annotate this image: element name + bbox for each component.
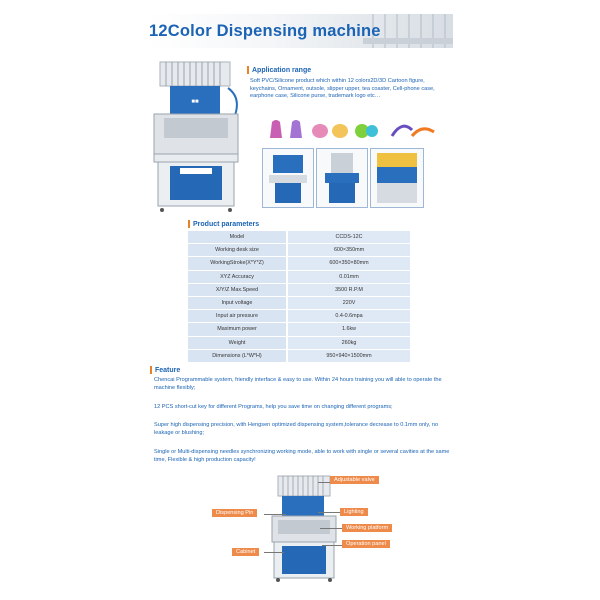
param-key: Working desk size bbox=[188, 244, 287, 257]
param-key: X/Y/Z Max.Speed bbox=[188, 283, 287, 296]
table-row bbox=[188, 323, 410, 336]
application-range-text: Soft PVC/Silicone product which within 12 colors2D/3D Cartoon figure, keychains, Ornament, outsole, slipper upper, tea coaster, Cell-phone case, earphone case, Silicone purse, trademark logo etc… bbox=[250, 78, 435, 100]
param-value: 0.01mm bbox=[287, 270, 410, 283]
param-key: Input voltage bbox=[188, 296, 287, 309]
machine-thumbnail-2 bbox=[316, 148, 368, 208]
dispensing-pin-label: Dispensing Pin bbox=[212, 509, 257, 517]
leader-line bbox=[318, 512, 340, 513]
table-row bbox=[188, 310, 410, 323]
param-key: XYZ Accuracy bbox=[188, 270, 287, 283]
feature-item: Super high dispensing precision, with Hengsen optimized dispensing system,tolerance decrease to 0.1mm only, no leakage or blushing; bbox=[154, 422, 439, 436]
cabinet-label: Cabinet bbox=[232, 548, 259, 556]
machine-thumbnail-3 bbox=[370, 148, 424, 208]
feature-item: Chencai Programmable system, friendly interface & easy to use. Within 24 hours training you will able to operate the machine flexibly; bbox=[154, 377, 442, 391]
feature-item: 12 PCS short-cut key for different Programs, help you save time on changing different programs; bbox=[154, 404, 393, 410]
table-row bbox=[188, 296, 410, 309]
param-key: Model bbox=[188, 231, 287, 244]
feature-heading bbox=[150, 366, 180, 374]
param-value: 950×940×1500mm bbox=[287, 349, 410, 362]
lighting-label: Lighting bbox=[340, 508, 368, 516]
param-value: 260kg bbox=[287, 336, 410, 349]
table-row bbox=[188, 349, 410, 362]
operation-panel-label: Operation panel bbox=[342, 540, 390, 548]
dispensing-machine-image bbox=[150, 58, 242, 214]
param-value: 3500 R.P.M bbox=[287, 283, 410, 296]
orange-bar-icon bbox=[247, 66, 249, 74]
leader-line bbox=[322, 545, 342, 546]
param-key: Input air pressure bbox=[188, 310, 287, 323]
leader-line bbox=[264, 514, 286, 515]
param-value: CCDS-12C bbox=[287, 231, 410, 244]
param-value: 600×350×80mm bbox=[287, 257, 410, 270]
product-parameters-title: Product parameters bbox=[193, 220, 260, 228]
orange-bar-icon bbox=[150, 366, 152, 374]
param-value: 0.4-0.6mpa bbox=[287, 310, 410, 323]
machine-thumbnail-1 bbox=[262, 148, 314, 208]
table-row bbox=[188, 231, 410, 244]
table-row bbox=[188, 257, 410, 270]
parameters-table bbox=[188, 231, 410, 363]
table-row bbox=[188, 270, 410, 283]
feature-title: Feature bbox=[155, 366, 181, 374]
orange-bar-icon bbox=[188, 220, 190, 228]
param-value: 1.6kw bbox=[287, 323, 410, 336]
feature-item: Single or Multi-dispensing needles synchronizing working mode, able to work with single or several cavities at the same time, Flexible & high production capacity! bbox=[154, 449, 450, 463]
application-range-title: Application range bbox=[252, 66, 312, 74]
table-row bbox=[188, 244, 410, 257]
adjustable-valve-label: Adjustable valve bbox=[330, 476, 379, 484]
param-value: 600×350mm bbox=[287, 244, 410, 257]
param-key: Dimensions (L*W*H) bbox=[188, 349, 287, 362]
param-key: Weight bbox=[188, 336, 287, 349]
table-row bbox=[188, 283, 410, 296]
leader-line bbox=[318, 482, 330, 483]
application-range-heading bbox=[247, 66, 311, 74]
leader-line bbox=[320, 528, 342, 529]
product-parameters-heading bbox=[188, 220, 259, 228]
param-value: 220V bbox=[287, 296, 410, 309]
svg-text:■■: ■■ bbox=[191, 99, 199, 105]
param-key: Maximum power bbox=[188, 323, 287, 336]
param-key: WorkingStroke(X*Y*Z) bbox=[188, 257, 287, 270]
table-row bbox=[188, 336, 410, 349]
title-banner bbox=[147, 14, 453, 48]
working-platform-label: Working platform bbox=[342, 524, 392, 532]
page-title: 12Color Dispensing machine bbox=[149, 22, 381, 40]
leader-line bbox=[264, 552, 284, 553]
product-samples-image bbox=[266, 118, 438, 140]
